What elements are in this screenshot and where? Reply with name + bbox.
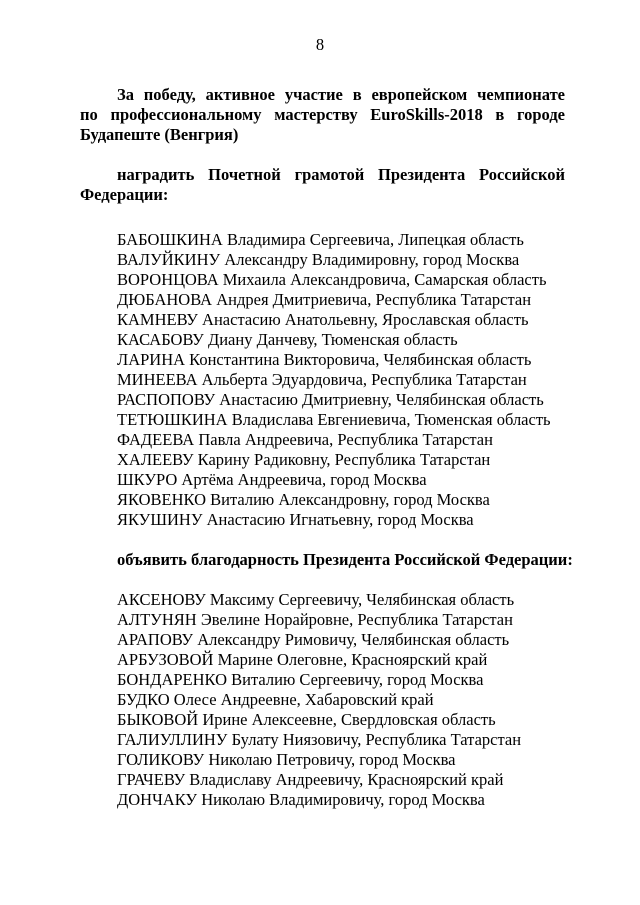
- list-item: ВАЛУЙКИНУ Александру Владимировну, город Москва: [117, 250, 520, 269]
- list-item: АРБУЗОВОЙ Марине Олеговне, Красноярский край: [117, 650, 488, 669]
- list-item: ДОНЧАКУ Николаю Владимировичу, город Москва: [117, 790, 485, 809]
- list-item: ДЮБАНОВА Андрея Дмитриевича, Республика Татарстан: [117, 290, 532, 309]
- list-item: АКСЕНОВУ Максиму Сергеевичу, Челябинская область: [117, 590, 515, 609]
- list-item: БАБОШКИНА Владимира Сергеевича, Липецкая область: [117, 230, 524, 249]
- list-item: ЯКУШИНУ Анастасию Игнатьевну, город Москва: [117, 510, 474, 529]
- list-item: КАСАБОВУ Диану Данчеву, Тюменская область: [117, 330, 458, 349]
- page-number: 8: [315, 35, 325, 54]
- list-item: БЫКОВОЙ Ирине Алексеевне, Свердловская область: [117, 710, 496, 729]
- gratitude-heading: объявить благодарность Президента Российской Федерации:: [117, 550, 573, 569]
- list-item: ЛАРИНА Константина Викторовича, Челябинская область: [117, 350, 532, 369]
- award-heading-line: Федерации:: [80, 185, 169, 204]
- list-item: ГАЛИУЛЛИНУ Булату Ниязовичу, Республика Татарстан: [117, 730, 522, 749]
- list-item: РАСПОПОВУ Анастасию Дмитриевну, Челябинская область: [117, 390, 544, 409]
- list-item: АРАПОВУ Александру Римовичу, Челябинская область: [117, 630, 510, 649]
- list-item: ФАДЕЕВА Павла Андреевича, Республика Татарстан: [117, 430, 493, 449]
- list-item: ШКУРО Артёма Андреевича, город Москва: [117, 470, 427, 489]
- list-item: ХАЛЕЕВУ Карину Радиковну, Республика Татарстан: [117, 450, 491, 469]
- heading-line: Будапеште (Венгрия): [80, 125, 239, 144]
- list-item: БУДКО Олесе Андреевне, Хабаровский край: [117, 690, 434, 709]
- list-item: МИНЕЕВА Альберта Эдуардовича, Республика Татарстан: [117, 370, 527, 389]
- list-item: ГРАЧЕВУ Владиславу Андреевичу, Красноярский край: [117, 770, 504, 789]
- list-item: БОНДАРЕНКО Виталию Сергеевичу, город Москва: [117, 670, 484, 689]
- list-item: АЛТУНЯН Эвелине Норайровне, Республика Татарстан: [117, 610, 513, 629]
- award-list: [117, 230, 551, 530]
- heading-line: За победу, активное участие в европейском чемпионате: [117, 85, 565, 104]
- gratitude-list: [117, 590, 521, 810]
- award-heading-line: наградить Почетной грамотой Президента Российской: [117, 165, 565, 184]
- list-item: ЯКОВЕНКО Виталию Александровну, город Москва: [117, 490, 490, 509]
- list-item: ГОЛИКОВУ Николаю Петровичу, город Москва: [117, 750, 456, 769]
- award-heading: [80, 165, 565, 205]
- list-item: ВОРОНЦОВА Михаила Александровича, Самарская область: [117, 270, 547, 289]
- heading-paragraph: [80, 85, 565, 145]
- heading-line: по профессиональному мастерству EuroSkills-2018 в городе: [80, 105, 565, 124]
- list-item: КАМНЕВУ Анастасию Анатольевну, Ярославская область: [117, 310, 529, 329]
- list-item: ТЕТЮШКИНА Владислава Евгениевича, Тюменская область: [117, 410, 551, 429]
